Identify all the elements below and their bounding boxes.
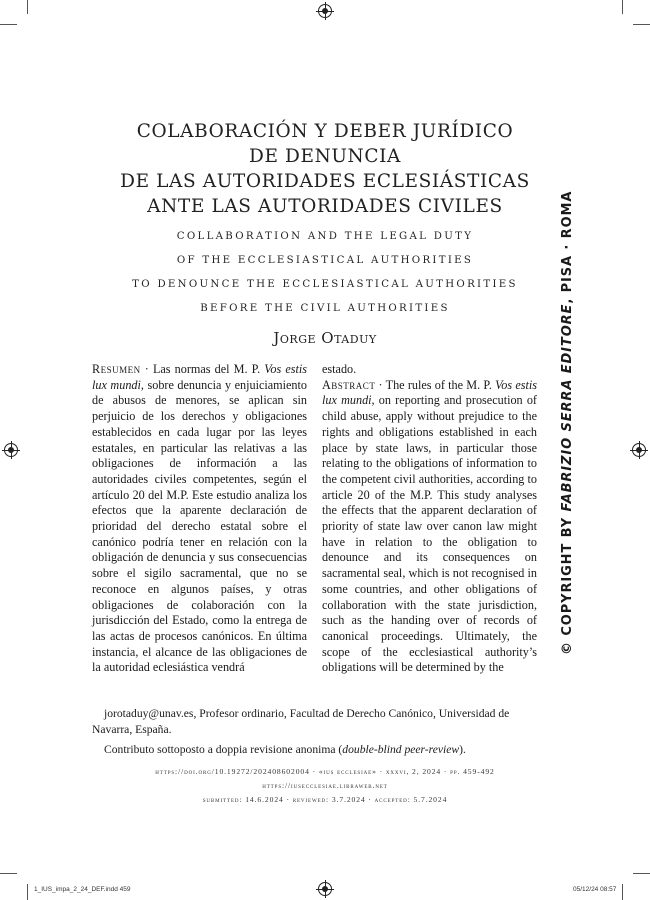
print-slug-date: 05/12/24 08:57 (573, 886, 617, 893)
crop-mark-bl-h (0, 873, 17, 874)
title-line: DE LAS AUTORIDADES ECLESIÁSTICAS (120, 171, 530, 192)
review-dates: submitted: 14.6.2024 · reviewed: 3.7.2024 · accepted: 5.7.2024 (202, 795, 448, 804)
author-name: Jorge Otaduy (273, 329, 377, 347)
abstract-body: , on reporting and prosecution of child abuse, apply without prejudice to the rights and obligations established in each place by state laws, in particular those relating to the obligations of information to the competent civil authorities, according to article 20 of the M.P. This study analyses the effects that the apparent declaration of priority of state law over canon law might have in relation to the obligation to denounce and its consequences on sacramental seal, which is not recognised in some countries, and other obligations of collaboration with the state jurisdiction, such as the handing over of records of canonical proceedings. Ultimately, the scope of the ecclesiastical authority’s obligations will be determined by the (322, 393, 537, 675)
crop-mark-tl-h (0, 24, 17, 25)
article-subtitle (95, 225, 555, 321)
subtitle-line: TO DENOUNCE THE ECCLESIASTICAL AUTHORITIES (132, 279, 518, 290)
registration-mark-bottom-icon (318, 882, 332, 896)
copyright-notice: © COPYRIGHT BY FABRIZIO SERRA EDITORE, PISA · ROMA (560, 190, 575, 655)
subtitle-line: COLLABORATION AND THE LEGAL DUTY (176, 231, 474, 242)
resumen-lead: Las normas del M. P. (152, 362, 265, 376)
crop-mark-bl-v (27, 884, 28, 900)
crop-mark-br-v (622, 884, 623, 900)
registration-mark-top-icon (318, 4, 332, 18)
resumen-continuation: estado. (322, 362, 357, 376)
journal-url: https://iusecclesiae.libraweb.net (262, 781, 388, 790)
registration-mark-left-icon (4, 443, 18, 457)
crop-mark-tr-v (622, 0, 623, 14)
article-title (100, 119, 550, 219)
abstract-column (322, 362, 537, 676)
author-affiliation: jorotaduy@unav.es, Profesor ordinario, Facultad de Derecho Canónico, Universidad de Navarra, España. (92, 707, 510, 736)
title-line: COLABORACIÓN Y DEBER JURÍDICO (136, 121, 514, 142)
abstract-work-title: Vos estis lux mundi (322, 377, 537, 408)
abstract-separator: · (375, 377, 386, 392)
subtitle-line: BEFORE THE CIVIL AUTHORITIES (200, 303, 450, 314)
resumen-label: Resumen (92, 362, 141, 376)
crop-mark-br-h (633, 873, 650, 874)
footnote (92, 706, 537, 758)
abstract-label: Abstract (322, 377, 376, 392)
resumen-column (92, 362, 307, 676)
title-line: DE DENUNCIA (249, 146, 401, 167)
abstract-lead: The rules of the M. P. (385, 377, 496, 392)
crop-mark-tl-v (27, 0, 28, 14)
title-line: ANTE LAS AUTORIDADES CIVILES (147, 196, 503, 217)
subtitle-line: OF THE ECCLESIASTICAL AUTHORITIES (176, 255, 474, 266)
print-slug-file: 1_IUS_impa_2_24_DEF.indd 459 (34, 886, 131, 893)
crop-mark-tr-h (633, 24, 650, 25)
resumen-work-title: Vos estis lux mundi (92, 362, 307, 392)
registration-mark-right-icon (632, 443, 646, 457)
doi-journal-line: https://doi.org/10.19272/202408602004 · «ius ecclesiae» · xxxvi, 2, 2024 · pp. 459-492 (155, 767, 495, 776)
resumen-separator: · (140, 362, 153, 376)
resumen-body: , sobre denuncia y enjuiciamiento de abusos de menores, se aplican sin perjuicio de los derechos y obligaciones establecidos en cada lugar por las leyes estatales, en particular las relativas a las obligaciones de información a las autoridades civiles competentes, según el artículo 20 del M.P. Este estudio analiza los efectos que la aparente declaración de prioridad del derecho estatal sobre el canónico podría tener en relación con la obligación de denuncia y sus consecuencias sobre el sigilo sacramental, que no se reconoce en algunos países, y otras obligaciones de colaboración con la jurisdicción del Estado, como la entrega de las actas de procesos canónicos. En última instancia, el alcance de las obligaciones de la autoridad eclesiástica vendrá (92, 377, 308, 675)
review-note: Contributo sottoposto a doppia revisione anonima (double-blind peer-review). (104, 743, 466, 756)
